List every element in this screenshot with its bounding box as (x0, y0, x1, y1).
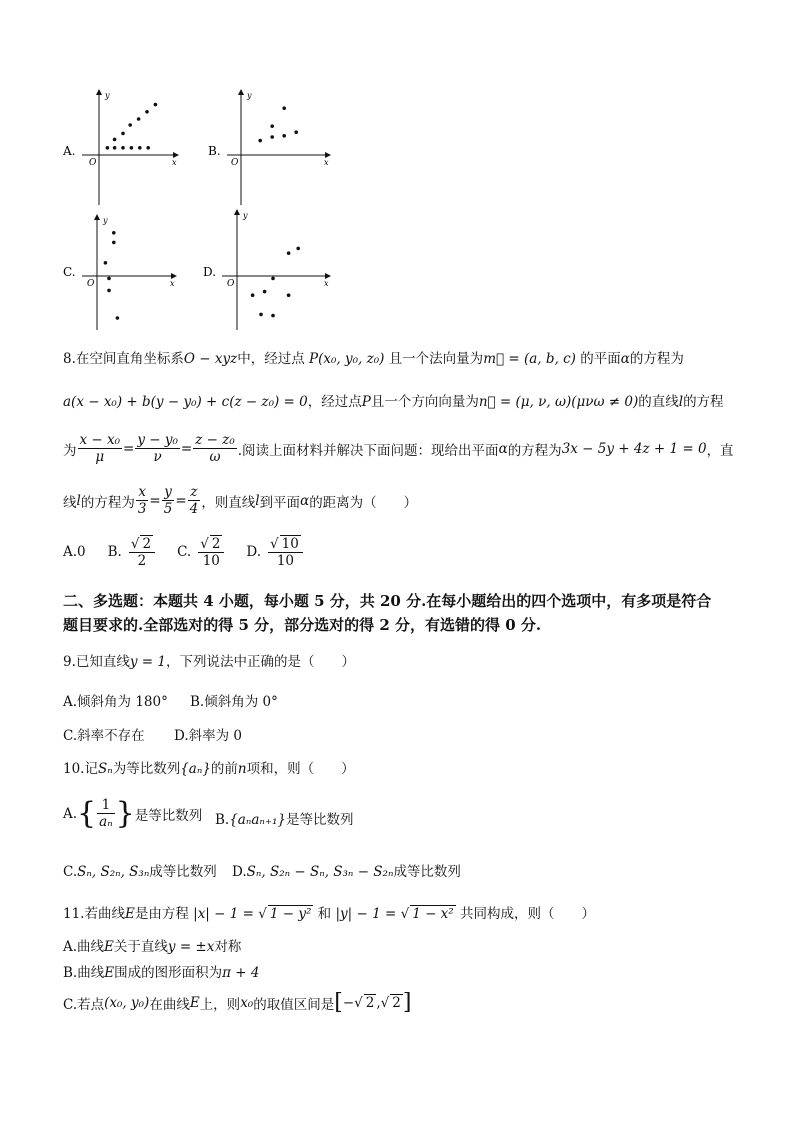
plot-b-x-label: x (324, 158, 329, 167)
plot-a-point-3 (130, 146, 134, 150)
q11-opt-c-lead: C.若点 (63, 996, 105, 1013)
q8-opt-b-frac: $\frac{√ 2}{2}$ (129, 535, 155, 569)
plot-a-point-11 (154, 103, 158, 107)
plot-b-point-0 (258, 139, 262, 143)
q8-line-lead: 线 (63, 494, 77, 511)
plot-d-point-7 (296, 247, 300, 251)
q8-point: P(x₀, y₀, z₀) (309, 351, 385, 367)
section2-line-2: 题目要求的.全部选对的得 5 分，部分选对的得 2 分，有选错的得 0 分. (63, 616, 542, 634)
q8-eq1: = (123, 440, 135, 457)
plot-d-point-4 (271, 277, 275, 281)
plot-b-label: B. (208, 144, 221, 158)
plot-a-point-7 (121, 132, 125, 136)
q8-l: l (678, 394, 684, 410)
q10-opt-a (63, 796, 202, 831)
q10-opt-c-label: C. (63, 864, 78, 880)
q8-mid3: 的平面 (580, 351, 621, 367)
q8-l-2: l (76, 492, 81, 509)
plot-d-point-5 (287, 293, 291, 297)
q8-opt-b: B. (107, 544, 122, 560)
plot-d-y-label: y (243, 211, 248, 220)
plot-c-origin: O (87, 279, 95, 289)
q11-opt-a-eq: y = ±x (167, 939, 215, 955)
q10-stem (63, 757, 355, 777)
plot-a-origin: O (89, 158, 97, 168)
q10-sn: Sₙ (97, 761, 113, 777)
q11-opt-a-e: E (104, 939, 114, 955)
q8-eq4: = (175, 492, 187, 509)
q11-opt-b-eq: π + 4 (222, 965, 260, 981)
q11-opt-b-lead: B.曲线 (63, 965, 105, 981)
q8-frac-g1: $\frac{x}{3}$ (137, 484, 147, 517)
q11-e: E (124, 906, 135, 922)
q8-mid4: 的方程为 (629, 351, 684, 367)
plot-b-point-1 (270, 135, 274, 139)
q11-opt-c: C.若点 (x₀, y₀) 在曲线 E 上，则 x₀ 的取值区间是 [ − √ 2 , √ 2 ] (63, 990, 412, 1015)
plot-a-y-label: y (105, 91, 110, 100)
q8-alpha-3: α (300, 492, 310, 509)
q11-opt-a-mid: 关于直线 (113, 939, 168, 955)
q8-frac-x: $\frac{\text{x − x₀}}{\mu}$ (79, 432, 121, 465)
q11-opt-a (63, 935, 241, 955)
plot-d-point-2 (259, 313, 263, 317)
q11-opt-b (63, 961, 259, 981)
q8-mid12: 的方程为 (80, 494, 135, 511)
q10-opt-a-frac: $\frac{1}{\text{aₙ}}$ (99, 797, 113, 830)
plot-c-x-label: x (170, 279, 175, 288)
q11-lead: 11.若曲线 (63, 906, 125, 922)
q11-opt-c-mid: 在曲线 (149, 996, 190, 1013)
q9-opt-c: C.斜率不存在 (63, 728, 145, 744)
q9-stem (63, 650, 355, 670)
q8-mid2: 且一个法向量为 (388, 351, 484, 367)
q8-line-3 (63, 432, 734, 465)
q10-opt-b-tail: 是等比数列 (285, 812, 354, 828)
q8-line-2 (63, 390, 724, 410)
plot-a-point-5 (146, 146, 150, 150)
q8-mid6: 且一个方向向量为 (370, 394, 479, 410)
q8-mid10: 的方程为 (507, 442, 562, 459)
plot-c-point-1 (107, 277, 111, 281)
q11-tail: 共同构成，则（ ） (460, 906, 595, 922)
q10-opt-d-tail: 成等比数列 (393, 864, 461, 880)
q11-opt-c-comma: , (376, 994, 381, 1011)
right-brace: } (115, 796, 135, 831)
section2-line-1: 二、多选题：本题共 4 小题，每小题 5 分，共 20 分.在每小题给出的四个选项中，有多项是符合 (63, 592, 712, 610)
q8-options (63, 535, 304, 569)
q8-p: P (361, 394, 371, 410)
q8-mid5: ，经过点 (307, 394, 362, 410)
plot-d-origin: O (227, 279, 235, 289)
q11-opt-b-e: E (104, 965, 115, 981)
q8-line-4 (63, 484, 417, 517)
q9-opt-d: D.斜率为 0 (174, 728, 243, 744)
q8-opt-c: C. (177, 544, 192, 560)
q8-mid11: ，直 (706, 442, 734, 459)
q10-an: {aₙ} (180, 761, 211, 777)
q10-opt-b (215, 808, 353, 828)
q8-mid15: 的距离为（ ） (309, 494, 418, 511)
plot-b-point-2 (282, 134, 286, 138)
q11-stem: 11.若曲线E是由方程 |x| − 1 = √ 1 − y² 和 |y| − 1 = √ 1 − x² 共同构成，则（ ） (63, 906, 595, 922)
plot-a-point-2 (121, 146, 125, 150)
q8-plane-eq: a(x − x₀) + b(y − y₀) + c(z − z₀) = 0 (63, 394, 308, 410)
q10-tail2: 项和，则（ ） (246, 761, 355, 777)
plot-a-point-8 (128, 123, 132, 127)
plot-c-point-5 (112, 231, 116, 235)
q8-l-3: l (255, 492, 260, 509)
left-bracket: [ (334, 990, 343, 1015)
q8-frac-y: $\frac{\text{y − y₀}}{\nu}$ (137, 432, 178, 465)
q10-opt-c-expr: Sₙ, S₂ₙ, S₃ₙ (77, 864, 150, 880)
q8-mid8: 的方程 (683, 394, 724, 410)
plot-b-point-4 (270, 124, 274, 128)
q11-opt-c-root1: 2 (365, 995, 375, 1011)
plot-c-label: C. (63, 265, 76, 279)
q8-mid1: 中，经过点 (237, 351, 305, 367)
q8-mid13: ，则直线 (201, 494, 256, 511)
q11-eq1-left: |x| − 1 = (193, 906, 254, 922)
q8-alpha: α (620, 351, 630, 367)
q8-given-plane: 3x − 5y + 4z + 1 = 0 (561, 440, 707, 457)
plot-c-point-2 (107, 289, 111, 293)
q8-normal: m⃗ = (a, b, c) (483, 351, 576, 367)
q10-opt-d-expr: Sₙ, S₂ₙ − Sₙ, S₃ₙ − S₂ₙ (246, 864, 394, 880)
q9-opt-a: A.倾斜角为 180° (63, 694, 168, 710)
q9-lead: 9.已知直线 (63, 654, 130, 670)
q9-opt-b: B.倾斜角为 0° (190, 694, 278, 710)
q8-mid14: 到平面 (259, 494, 301, 511)
plot-c-point-3 (116, 316, 120, 320)
q9-tail: ，下列说法中正确的是（ ） (166, 654, 356, 670)
left-brace: { (77, 796, 97, 831)
scatter-figure (0, 80, 360, 340)
q8-opt-d-frac: $\frac{√ 10}{10}$ (268, 535, 303, 569)
q10-opt-b-expr: {aₙaₙ₊₁} (229, 812, 286, 828)
q8-alpha-2: α (498, 440, 508, 457)
q9-eq: y = 1 (129, 654, 167, 670)
q10-n: n (237, 761, 247, 777)
plot-a-point-9 (137, 117, 141, 121)
q11-opt-c-mid2: 上，则 (199, 996, 241, 1013)
plot-c-point-0 (104, 261, 108, 265)
q10-opt-d (232, 860, 461, 880)
q8-frac-g2: $\frac{y}{5}$ (163, 484, 173, 517)
q10-opt-b-label: B. (215, 812, 230, 828)
plot-a-point-4 (138, 146, 142, 150)
q11-opt-c-e: E (189, 994, 200, 1011)
q11-opt-c-mid3: 的取值区间是 (253, 996, 335, 1013)
q10-opt-a-label: A. (63, 805, 78, 822)
plot-b-point-3 (294, 130, 298, 134)
q10-opt-d-label: D. (232, 864, 247, 880)
q10-opt-c-tail: 成等比数列 (149, 864, 217, 880)
q11-opt-c-x0: x₀ (240, 994, 254, 1011)
q10-opt-c (63, 860, 217, 880)
q8-opt-d: D. (246, 544, 262, 560)
plot-b-y-label: y (247, 91, 252, 100)
q11-opt-c-root2: 2 (392, 995, 401, 1011)
q8-line-1 (63, 347, 684, 367)
q8-wei: 为 (63, 442, 77, 459)
q8-opt-c-frac: $\frac{√ 2}{10}$ (198, 535, 224, 569)
q8-lead: 8.在空间直角坐标系 (63, 351, 184, 367)
q11-eq2-left: |y| − 1 = (335, 906, 397, 922)
plot-a-point-0 (106, 146, 110, 150)
plot-d-point-6 (287, 251, 291, 255)
plot-d-point-3 (271, 314, 275, 318)
q11-and: 和 (317, 906, 332, 922)
q8-system: O − xyz (183, 351, 238, 367)
plot-a-x-label: x (172, 158, 177, 167)
plot-d-point-0 (251, 293, 255, 297)
q10-lead: 10.记 (63, 761, 98, 777)
q11-mid: 是由方程 (134, 906, 189, 922)
plot-a-point-6 (113, 138, 117, 142)
q11-opt-c-pt: (x₀, y₀) (104, 994, 150, 1011)
q11-opt-c-neg: − (342, 994, 355, 1011)
q8-eq2: = (180, 440, 193, 457)
q10-tail: 的前 (210, 761, 238, 777)
q10-mid: 为等比数列 (112, 761, 181, 777)
q8-dir: n⃗ = (μ, ν, ω)(μνω ≠ 0) (478, 394, 639, 410)
q8-eq3: = (149, 492, 161, 509)
plot-d-x-label: x (324, 279, 329, 288)
plot-b-origin: O (231, 158, 239, 168)
plot-d-point-1 (263, 290, 267, 294)
q11-eq2-root: 1 − x² (412, 906, 454, 922)
plot-a-label: A. (63, 144, 76, 158)
plot-a-point-1 (113, 146, 117, 150)
plot-c-y-label: y (103, 216, 108, 225)
q11-opt-a-lead: A.曲线 (63, 939, 105, 955)
plot-d-label: D. (203, 265, 217, 279)
q11-eq1-root: 1 − y² (269, 906, 312, 922)
q11-opt-a-tail: 对称 (214, 939, 242, 955)
plot-c-point-4 (112, 241, 116, 245)
plot-b-point-5 (282, 106, 286, 110)
q10-opt-a-tail: 是等比数列 (134, 807, 203, 824)
q8-mid7: 的直线 (638, 394, 679, 410)
q8-mid9: .阅读上面材料并解决下面问题：现给出平面 (237, 442, 499, 459)
q11-opt-b-mid: 围成的图形面积为 (114, 965, 223, 981)
plot-a-point-10 (145, 110, 149, 114)
q8-frac-g3: $\frac{z}{4}$ (189, 484, 199, 517)
q8-frac-z: $\frac{\text{z − z₀}}{\omega}$ (195, 432, 235, 465)
right-bracket: ] (402, 990, 412, 1015)
q8-opt-a: A.0 (63, 544, 86, 560)
